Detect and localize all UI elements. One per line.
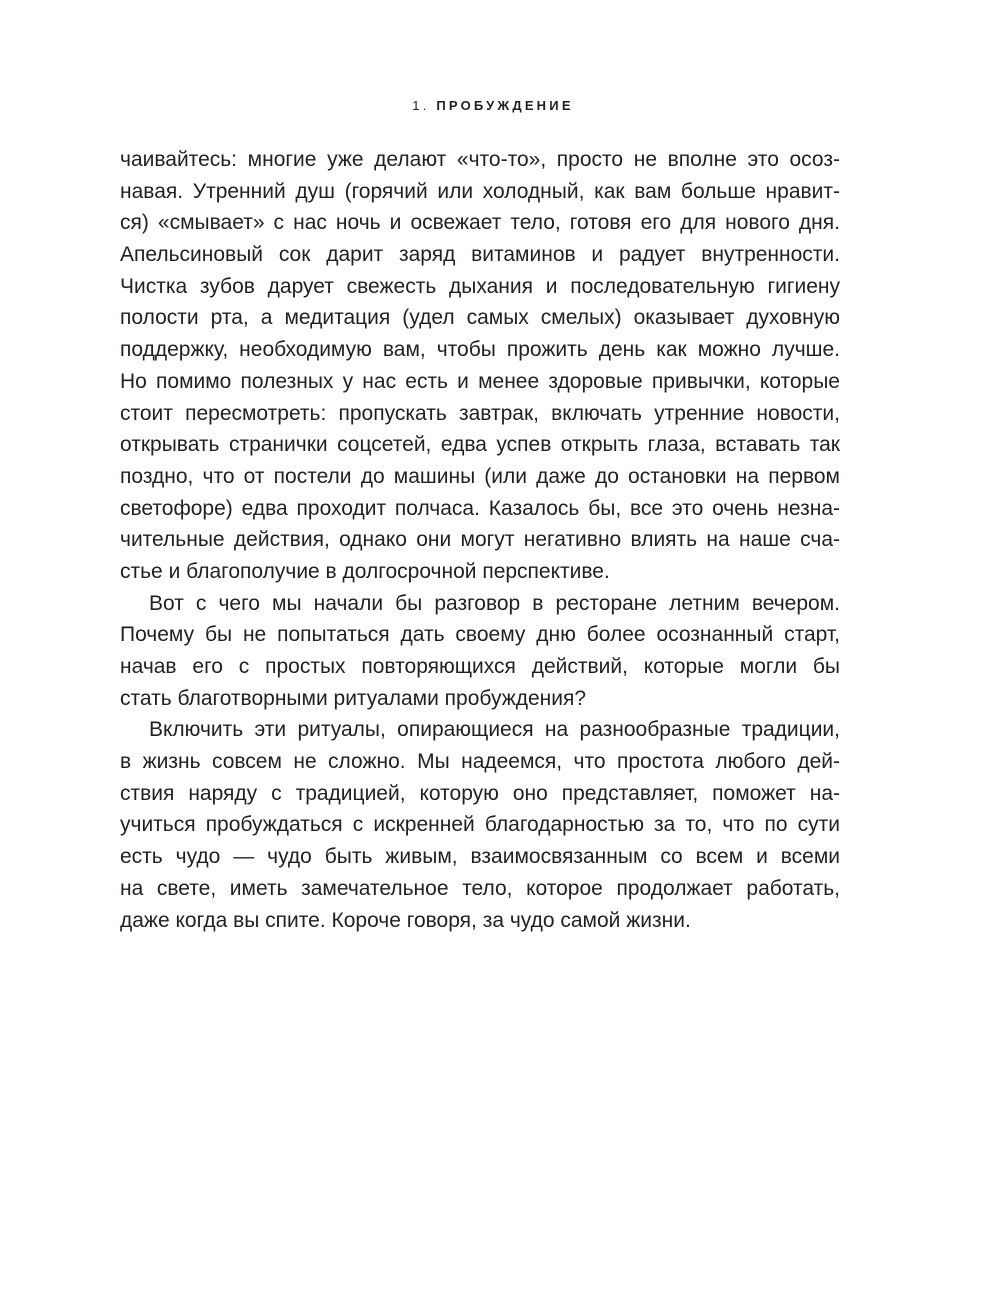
text-line: стье и благополучие в долгосрочной перспективе. [120, 559, 610, 583]
paragraph [120, 144, 840, 588]
text-line: ся) «смывает» с нас ночь и освежает тело, готовя его для нового дня. [120, 211, 840, 235]
text-line: Включить эти ритуалы, опирающиеся на разнообразные традиции, [149, 718, 840, 742]
text-line: Почему бы не попытаться дать своему дню более осознанный старт, [120, 623, 840, 647]
text-line: начав его с простых повторяющихся действий, которые могли бы [120, 655, 840, 678]
body-text [120, 144, 840, 936]
text-line: стоит пересмотреть: пропускать завтрак, включать утренние новости, [120, 401, 840, 425]
text-line: Апельсиновый сок дарит заряд витаминов и радует внутренности. [120, 243, 840, 267]
text-line: ствия наряду с традицией, которую оно представляет, поможет на- [120, 781, 840, 805]
text-line: даже когда вы спите. Короче говоря, за чудо самой жизни. [120, 908, 691, 932]
paragraph [120, 588, 840, 715]
text-line: навая. Утренний душ (горячий или холодный, как вам больше нравит- [120, 179, 840, 203]
text-line: чаивайтесь: многие уже делают «что-то», просто не вполне это осоз- [120, 148, 840, 171]
text-line: в жизнь совсем не сложно. Мы надеемся, что простота любого дей- [120, 750, 840, 774]
paragraph [120, 714, 840, 936]
chapter-number: 1. [412, 98, 430, 113]
text-line: Чистка зубов дарует свежесть дыхания и последовательную гигиену [120, 274, 840, 298]
text-line: открывать странички соцсетей, едва успев открыть глаза, вставать так [120, 433, 840, 457]
text-line: поздно, что от постели до машины (или даже до остановки на первом [120, 464, 840, 488]
text-line: Вот с чего мы начали бы разговор в ресторане летним вечером. [149, 591, 840, 615]
text-line: Но помимо полезных у нас есть и менее здоровые привычки, которые [120, 369, 840, 393]
running-head [0, 98, 986, 113]
text-line: стать благотворными ритуалами пробуждения? [120, 686, 587, 710]
chapter-title: ПРОБУЖДЕНИЕ [436, 98, 574, 113]
text-line: поддержку, необходимую вам, чтобы прожить день как можно лучше. [120, 338, 840, 362]
text-line: на свете, иметь замечательное тело, которое продолжает работать, [120, 876, 840, 900]
text-line: чительные действия, однако они могут негативно влиять на наше сча- [120, 528, 840, 552]
text-line: полости рта, а медитация (удел самых смелых) оказывает духовную [120, 306, 840, 330]
text-line: светофоре) едва проходит полчаса. Казалось бы, все это очень незна- [120, 496, 840, 520]
text-line: учиться пробуждаться с искренней благодарностью за то, что по сути [120, 813, 840, 837]
text-line: есть чудо — чудо быть живым, взаимосвязанным со всем и всеми [120, 845, 840, 869]
